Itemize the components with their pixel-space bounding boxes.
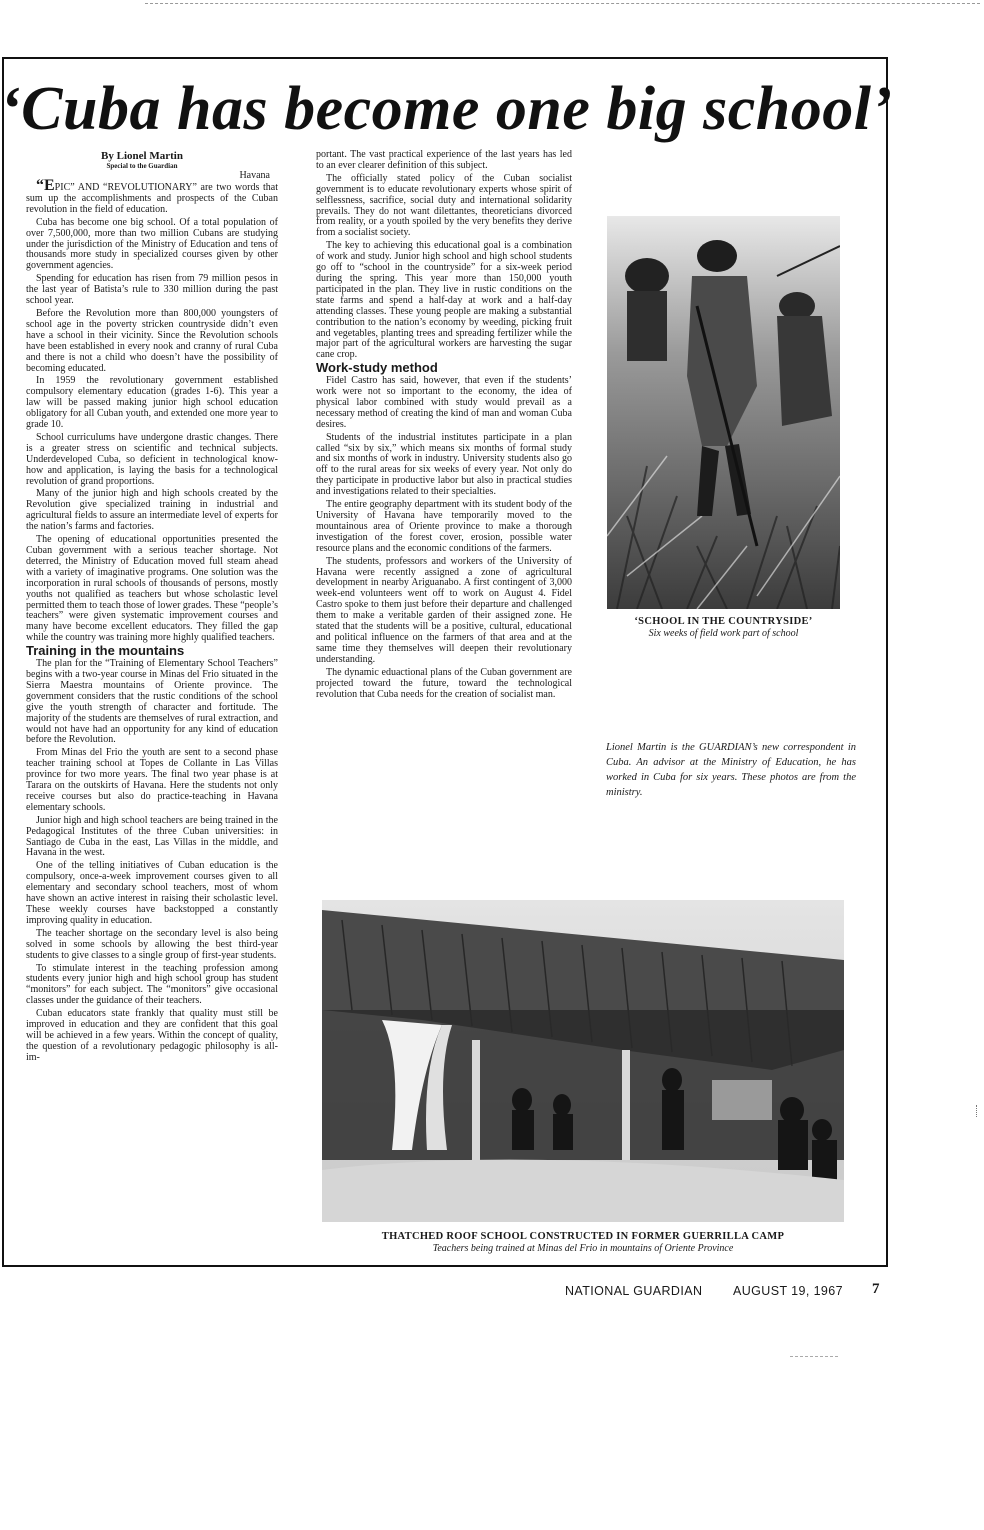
paragraph: The plan for the “Training of Elementary School Teachers” begins with a two-year course in Minas del Frio situated in the Sierra Maestra mountains of Oriente province. The government considers that the rustic conditions of the school give the youth strength of character and fortitude. The majority of the students are themselves of rural extraction, and would not have had an opportunity for any kind of education before the Revolution. <box>26 658 278 746</box>
paragraph: Cuba has become one big school. Of a total population of over 7,500,000, more than two million Cubans are studying under the jurisdiction of the Ministry of Education and tens of thousands more study in specialized courses given by other government agencies. <box>26 216 278 272</box>
author-note: Lionel Martin is the GUARDIAN’s new correspondent in Cuba. An advisor at the Ministry of Education, he has worked in Cuba for six years. These photos are from the ministry. <box>606 742 856 798</box>
photo-school-in-countryside <box>607 216 840 609</box>
paragraph: Spending for education has risen from 79 million pesos in the last year of Batista’s rule to 330 million during the past school year. <box>26 273 278 307</box>
subhead-training: Training in the mountains <box>26 643 185 659</box>
headline: ‘Cuba has become one big school’ <box>0 75 893 143</box>
paragraph: Cuban educators state frankly that quality must still be improved in education and they are confident that this goal will be achieved in a few years. Within the concept of quality, the question of a revolutionary pedagogic philosophy is all-im- <box>26 1008 278 1063</box>
photo2-caption-sub: Teachers being trained at Minas del Frio in mountains of Oriente Province <box>432 1243 734 1254</box>
paragraph: Students of the industrial institutes participate in a plan called “six by six,” which means six months of formal study and six months of work in industry. University students also go off to the rural areas for six weeks of every year. Not only do they participate in productive labor but also in practical studies and investigations related to their specialties. <box>316 431 572 498</box>
byline: By Lionel Martin <box>101 150 183 162</box>
paragraph: The dynamic eduactional plans of the Cuban government are projected toward the future, toward the technological revolution that Cuba needs for the creation of socialist man. <box>316 666 572 700</box>
dateline: Havana <box>239 170 270 181</box>
paragraph: In 1959 the revolutionary government established compulsory elementary education (grades 1-6). This year a law will be passed making junior high school education obligatory for all Cuban youth, and extended one more year to grade 10. <box>26 375 278 431</box>
photo-field-work-image <box>607 216 840 609</box>
byline-sub: Special to the Guardian <box>106 162 178 170</box>
photo1-caption-title: ‘SCHOOL IN THE COUNTRYSIDE’ <box>634 616 813 627</box>
top-dashed-rule <box>145 3 980 4</box>
paragraph: Before the Revolution more than 800,000 youngsters of school age in the poverty stricken countryside didn’t even have a school in their vicinity. Since the Revolution schools have been established in every nook and cranny of rural Cuba and there is not a child who doesn’t have the possibility of becoming educated. <box>26 307 278 374</box>
photo-thatched-roof-school <box>322 900 844 1222</box>
paragraph: One of the telling initiatives of Cuban education is the compulsory, once-a-week improvement courses given to all elementary and secondary school teachers, most of whom have shown an active interest in raising their scholastic level. These weekly courses have backstopped a constantly improving quality in education. <box>26 860 278 926</box>
article-column-2 <box>316 150 572 702</box>
footer-publication: NATIONAL GUARDIAN <box>565 1284 703 1298</box>
paragraph: From Minas del Frio the youth are sent to a second phase teacher training school at Topes de Collante in Las Villas province for two more years. The final two year phase is at Tarara on the outskirts of Havana. Here the students not only receive courses but also do practice-teaching in Havana elementary schools. <box>26 747 278 813</box>
article-column-1 <box>26 150 278 1066</box>
footer-date: AUGUST 19, 1967 <box>733 1284 843 1298</box>
paragraph: Many of the junior high and high schools created by the Revolution give specialized training in industrial and agricultural fields to assure an intermediate level of experts for the nation’s farms and factories. <box>26 488 278 533</box>
paragraph: Junior high and high school teachers are being trained in the Pedagogical Institutes of the three Cuban universities: in Santiago de Cuba in the east, Las Villas in the middle, and Havana in the west. <box>26 814 278 859</box>
paragraph: The officially stated policy of the Cuban socialist government is to educate revolutionary experts whose spirit of selflessness, sacrifice, social duty and international solidarity prevails. They do not want dilettantes, theoreticians divorced from reality, or a youth spoiled by the very benefits they derive from a socialist society. <box>316 172 572 239</box>
photo1-caption-sub: Six weeks of field work part of school <box>648 628 799 639</box>
margin-scrap <box>790 1356 838 1357</box>
paragraph: The opening of educational opportunities presented the Cuban government with a serious teacher shortage. Not deterred, the Ministry of Education moved full steam ahead with a variety of imaginative programs. One solution was the incorporation in rural schools of thousands of persons, mostly youths not qualified as teachers but whose scholastic level permitted them to teach those of lower grades. These “people’s teachers” were given systematic improvement courses and many have become excellent educators. They filled the gap while the country was training more highly qualified teachers. <box>26 534 278 644</box>
paragraph: To stimulate interest in the teaching profession among students every junior high and high school group has student “monitors” for each subject. The “monitors” give occasional classes under the guidance of their teachers. <box>26 962 278 1007</box>
paragraph: The entire geography department with its student body of the University of Havana have temporarily moved to the mountainous area of Oriente province to make a thorough investigation of the forest cover, erosion, possible water resource plans and the economic conditions of the farmers. <box>316 499 572 554</box>
lead-paragraph <box>26 177 278 216</box>
margin-mark <box>976 1105 980 1117</box>
paragraph: The key to achieving this educational goal is a combination of work and study. Junior high school and high school students go off to “school in the countryside” for a six-week period during the spring. This year more than 150,000 youth participated in the plan. They live in rustic conditions on the state farms and spend a half-day at work and a half-day attending classes. These young people are making a substantial contribution to the nation’s economy by weeding, picking fruit and vegetables, planting trees and spreading fertilizer while the major part of the agricultural workers are harvesting the sugar cane crop. <box>316 240 572 361</box>
paragraph: The students, professors and workers of the University of Havana were recently assigned a zone of agricultural development in nearby Ariguanabo. A first contingent of 3,000 week-end volunteers went off to work on August 4. Fidel Castro spoke to them just before their departure and challenged them to make a veritable garden of their assigned zone. He stated that the students will be a positive, cultural, educational and political influence on the farmers of that area and at the same time they themselves will deepen their revolutionary understanding. <box>316 555 572 665</box>
paragraph: The teacher shortage on the secondary level is also being solved in some schools by allowing the best third-year students to give classes to a single group of first-year students. <box>26 927 278 961</box>
footer-page-number: 7 <box>872 1281 880 1297</box>
photo2-caption-title: THATCHED ROOF SCHOOL CONSTRUCTED IN FORMER GUERRILLA CAMP <box>381 1231 785 1242</box>
lead-text: PIC” AND “REVOLUTIONARY” are two words that sum up the accomplishments and prospects of the Cuban revolution in the field of education. <box>26 182 278 215</box>
drop-cap: “E <box>36 177 55 194</box>
paragraph: portant. The vast practical experience of the last years has led to an ever clearer definition of this subject. <box>316 149 572 171</box>
subhead-work-study: Work-study method <box>316 360 438 376</box>
paragraph: Fidel Castro has said, however, that even if the students’ work were not so important to the economy, the idea of physical labor combined with study would prevail as a necessary method of creating the kind of man and woman Cuba desires. <box>316 375 572 430</box>
paragraph: School curriculums have undergone drastic changes. There is a greater stress on scientific and technical subjects. Underdeveloped Cuba, so deficient in technological know-how and application, is laying the basis for a technological revolution of grand proportions. <box>26 431 278 487</box>
photo-thatched-school-image <box>322 900 844 1222</box>
